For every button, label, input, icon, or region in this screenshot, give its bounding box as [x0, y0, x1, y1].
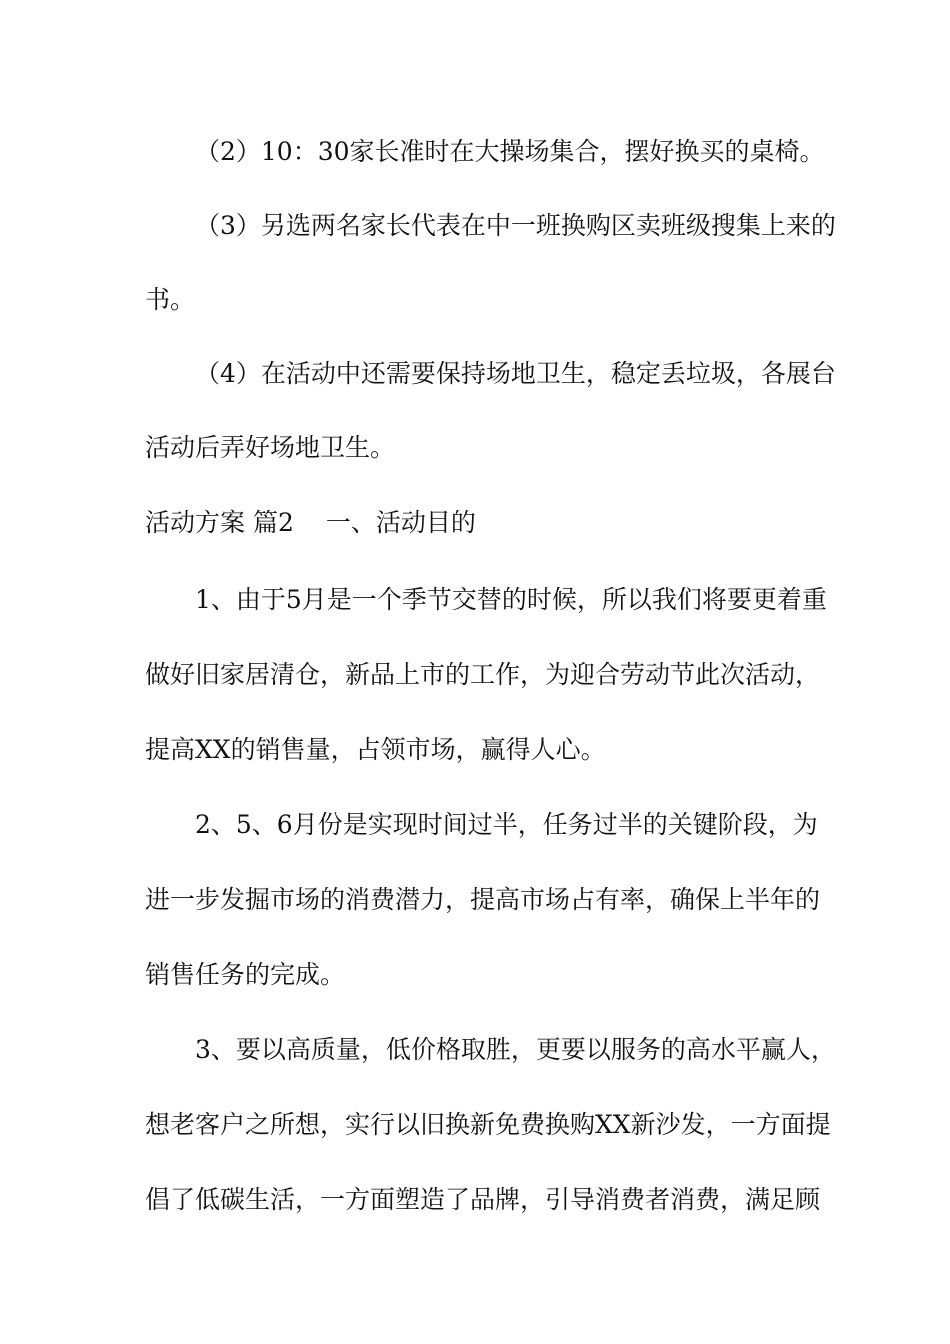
- paragraph-line: 1、由于5月是一个季节交替的时候，所以我们将要更着重: [195, 585, 827, 614]
- paragraph-line: 2、5、6月份是实现时间过半，任务过半的关键阶段，为: [195, 810, 818, 839]
- paragraph-line: 做好旧家居清仓，新品上市的工作，为迎合劳动节此次活动，: [145, 660, 821, 689]
- paragraph-line: 活动后弄好场地卫生。: [145, 433, 396, 462]
- paragraph-line: （4）在活动中还需要保持场地卫生，稳定丢垃圾，各展台: [195, 359, 836, 388]
- paragraph-line: （2）10：30家长准时在大操场集合，摆好换买的桌椅。: [195, 137, 825, 166]
- paragraph-line: 倡了低碳生活，一方面塑造了品牌，引导消费者消费，满足顾: [145, 1185, 821, 1214]
- paragraph-line: 书。: [145, 285, 196, 314]
- paragraph-line: 提高XX的销售量，占领市场，赢得人心。: [145, 735, 606, 764]
- paragraph-line: 3、要以高质量，低价格取胜，更要以服务的高水平赢人，: [195, 1035, 836, 1064]
- paragraph-line: （3）另选两名家长代表在中一班换购区卖班级搜集上来的: [195, 211, 836, 240]
- section-title: 活动方案 篇2: [145, 508, 294, 537]
- section-subtitle: 一、活动目的: [325, 508, 476, 537]
- paragraph-line: 想老客户之所想，实行以旧换新免费换购XX新沙发，一方面提: [145, 1110, 831, 1139]
- paragraph-line: 销售任务的完成。: [145, 960, 346, 989]
- paragraph-line: 进一步发掘市场的消费潜力，提高市场占有率，确保上半年的: [145, 885, 821, 914]
- section-heading: [145, 506, 825, 540]
